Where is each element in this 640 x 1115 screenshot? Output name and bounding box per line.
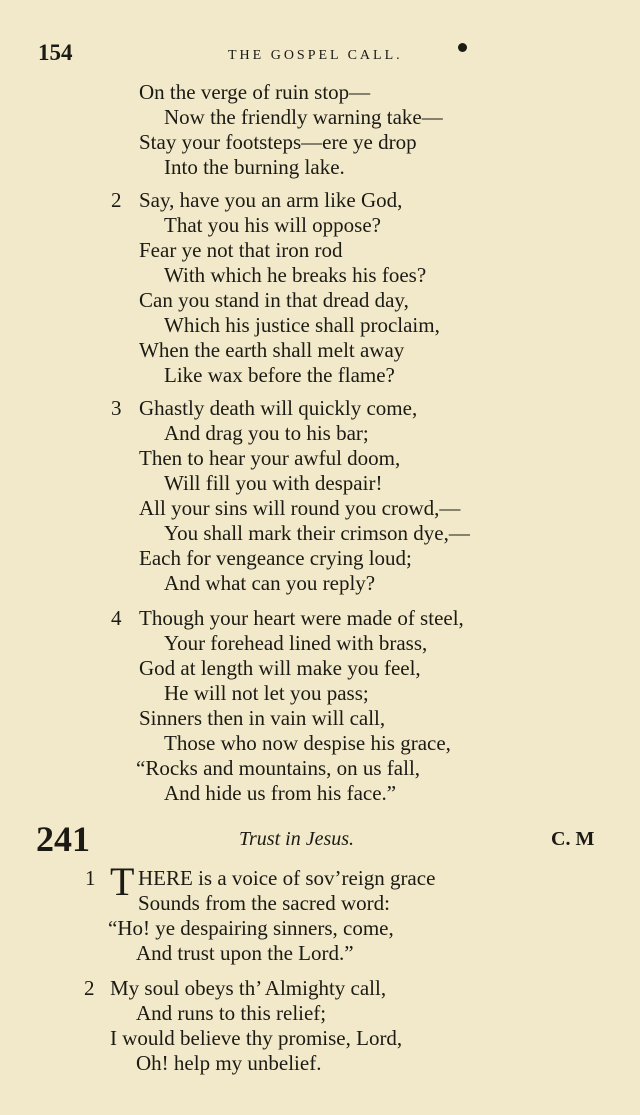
verse-line: Sinners then in vain will call, [139, 706, 386, 730]
verse-line: And hide us from his face.” [164, 781, 397, 805]
verse-line: And runs to this relief; [136, 1001, 327, 1025]
verse-line: Which his justice shall proclaim, [164, 313, 440, 337]
verse-line: Fear ye not that iron rod [139, 238, 343, 262]
hymn-title: Trust in Jesus. [239, 828, 355, 850]
verse-line: Then to hear your awful doom, [139, 446, 401, 470]
verse-line: You shall mark their crimson dye,— [164, 521, 470, 545]
stanza-number: 2 [111, 188, 122, 212]
verse-line: Your forehead lined with brass, [164, 631, 428, 655]
running-title: THE GOSPEL CALL. [228, 48, 403, 63]
hymn-number: 241 [36, 819, 90, 859]
ornament-dot-icon [458, 43, 467, 52]
verse-line: Ghastly death will quickly come, [139, 396, 418, 420]
page-header [38, 40, 610, 70]
verse-line: Into the burning lake. [164, 155, 345, 179]
hymn-meter: C. M [551, 828, 595, 850]
verse-line: Will fill you with despair! [164, 471, 383, 495]
verse-line: Though your heart were made of steel, [139, 606, 464, 630]
stanza-number: 3 [111, 396, 122, 420]
verse-line: And trust upon the Lord.” [136, 941, 354, 965]
page-number: 154 [38, 40, 73, 65]
verse-line: Stay your footsteps—ere ye drop [139, 130, 417, 154]
verse-line: He will not let you pass; [164, 681, 369, 705]
verse-line: When the earth shall melt away [139, 338, 405, 362]
verse-line: I would believe thy promise, Lord, [110, 1026, 403, 1050]
verse-line: And what can you reply? [164, 571, 376, 595]
verse-line: HERE is a voice of sov’reign grace [138, 866, 436, 890]
verse-line: With which he breaks his foes? [164, 263, 427, 287]
verse-line: Can you stand in that dread day, [139, 288, 409, 312]
stanza-number: 2 [84, 976, 95, 1000]
stanza-number: 1 [85, 866, 96, 890]
verse-line: Now the friendly warning take— [164, 105, 443, 129]
verse-line: And drag you to his bar; [164, 421, 369, 445]
verse-line: Sounds from the sacred word: [138, 891, 390, 915]
verse-line: Those who now despise his grace, [164, 731, 451, 755]
verse-line: Oh! help my unbelief. [136, 1051, 322, 1075]
verse-line: Like wax before the flame? [164, 363, 395, 387]
verse-line: Each for vengeance crying loud; [139, 546, 412, 570]
verse-line: On the verge of ruin stop— [139, 80, 371, 104]
verse-line: That you his will oppose? [164, 213, 381, 237]
verse-line: All your sins will round you crowd,— [139, 496, 461, 520]
verse-line: Say, have you an arm like God, [139, 188, 403, 212]
verse-line: “Rocks and mountains, on us fall, [136, 756, 421, 780]
verse-line: “Ho! ye despairing sinners, come, [108, 916, 394, 940]
stanza-number: 4 [111, 606, 122, 630]
verse-line: God at length will make you feel, [139, 656, 421, 680]
drop-cap: T [110, 859, 135, 904]
verse-line: My soul obeys th’ Almighty call, [110, 976, 387, 1000]
hymn-heading [36, 818, 610, 858]
